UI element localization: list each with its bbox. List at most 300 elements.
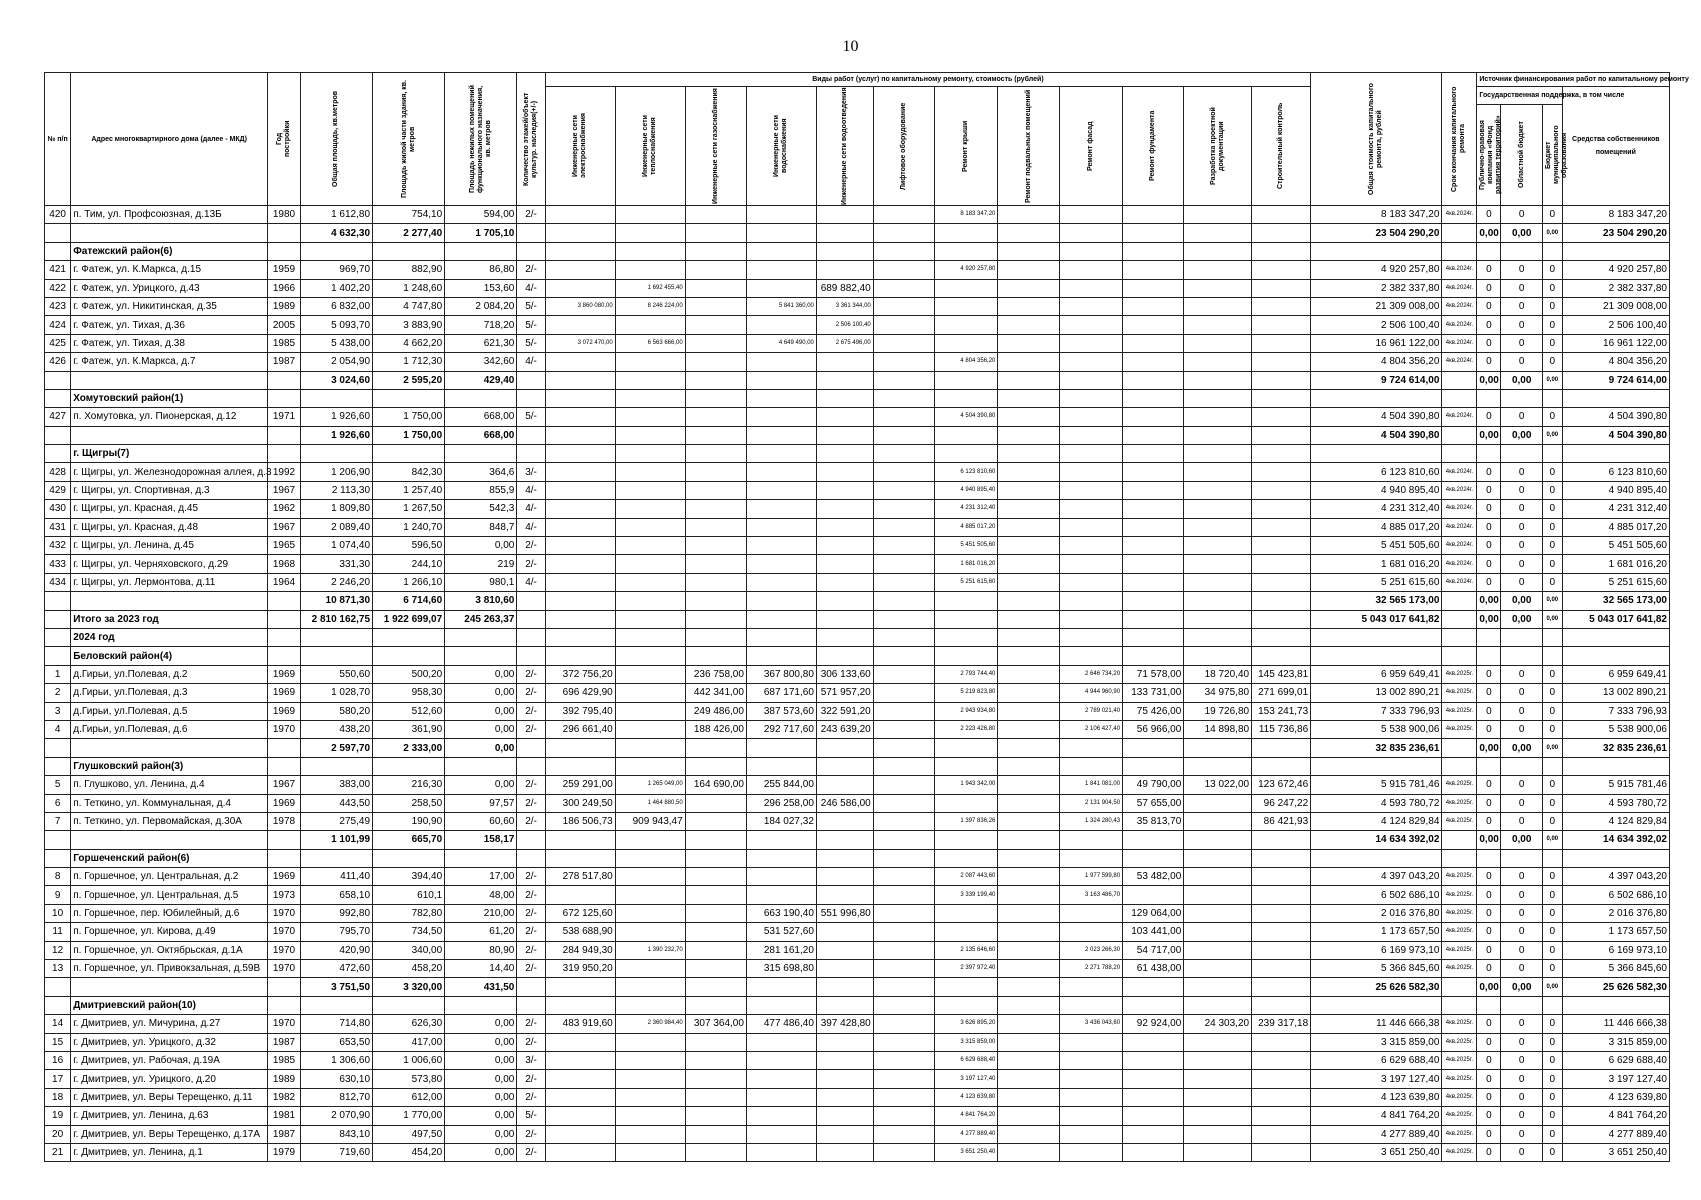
cell-work-10: [1123, 592, 1184, 610]
cell-floors: 2/-: [517, 1088, 545, 1106]
cell-municipal: 0: [1542, 537, 1562, 555]
cell-fund: 0: [1477, 206, 1501, 224]
table-row: [45, 960, 1670, 978]
table-row: [45, 334, 1670, 352]
cell-work-7: 4 841 764,20: [934, 1107, 997, 1125]
cell-work-1: 296 661,40: [545, 720, 615, 738]
cell-work-6: [873, 1125, 934, 1143]
cell-work-3: [685, 739, 746, 757]
cell-fund: 0: [1477, 500, 1501, 518]
cell-work-2: 8 246 224,00: [615, 297, 685, 315]
cell-municipal: 0: [1542, 720, 1562, 738]
cell-year: 1967: [268, 518, 301, 536]
cell-floors: [517, 592, 545, 610]
cell-blank: [1542, 647, 1562, 665]
cell-deadline: 4кв.2024г.: [1442, 279, 1477, 297]
table-row: [45, 555, 1670, 573]
cell-floors: [517, 224, 545, 242]
cell-work-8: [998, 904, 1059, 922]
cell-num: 11: [45, 923, 71, 941]
cell-total-cost: 5 043 017 641,82: [1311, 610, 1442, 628]
cell-work-12: [1252, 426, 1311, 444]
cell-work-10: [1123, 224, 1184, 242]
cell-work-6: [873, 720, 934, 738]
cell-nonliving-area: 97,57: [445, 794, 517, 812]
cell-total-area: 4 632,30: [300, 224, 372, 242]
cell-living-area: 665,70: [373, 831, 445, 849]
cell-total-area: 2 054,90: [300, 353, 372, 371]
cell-work-11: [1184, 1143, 1252, 1161]
cell-work-5: [816, 1088, 873, 1106]
cell-living-area: 734,50: [373, 923, 445, 941]
cell-blank: [445, 647, 517, 665]
cell-work-8: [998, 702, 1059, 720]
cell-living-area: 2 595,20: [373, 371, 445, 389]
cell-work-12: [1252, 1033, 1311, 1051]
cell-work-3: [685, 573, 746, 591]
cell-work-6: [873, 592, 934, 610]
cell-blank: [545, 996, 615, 1014]
cell-work-2: [615, 739, 685, 757]
cell-total-area: 550,60: [300, 665, 372, 683]
cell-work-10: [1123, 279, 1184, 297]
cell-work-5: 243 639,20: [816, 720, 873, 738]
cell-blank: [268, 996, 301, 1014]
cell-living-area: 3 320,00: [373, 978, 445, 996]
cell-total-cost: 32 835 236,61: [1311, 739, 1442, 757]
cell-municipal: 0: [1542, 1051, 1562, 1069]
cell-deadline: [1442, 610, 1477, 628]
cell-fund: 0: [1477, 1125, 1501, 1143]
cell-total-cost: 3 651 250,40: [1311, 1143, 1442, 1161]
cell-work-12: 115 736,86: [1252, 720, 1311, 738]
cell-blank: [1442, 647, 1477, 665]
cell-own-funds: 32 565 173,00: [1562, 592, 1669, 610]
cell-work-6: [873, 353, 934, 371]
cell-total-area: 1 101,99: [300, 831, 372, 849]
cell-deadline: 4кв.2024г.: [1442, 518, 1477, 536]
cell-blank: [1442, 445, 1477, 463]
cell-fund: 0: [1477, 279, 1501, 297]
cell-own-funds: 6 629 688,40: [1562, 1051, 1669, 1069]
cell-blank: [998, 628, 1059, 646]
cell-num: 432: [45, 537, 71, 555]
cell-blank: [934, 757, 997, 775]
cell-blank: [1059, 242, 1122, 260]
cell-own-funds: 16 961 122,00: [1562, 334, 1669, 352]
section-row: [45, 996, 1670, 1014]
cell-work-2: [615, 592, 685, 610]
cell-work-8: [998, 1051, 1059, 1069]
cell-work-8: [998, 279, 1059, 297]
cell-year: 1989: [268, 297, 301, 315]
cell-work-12: [1252, 500, 1311, 518]
cell-blank: [1123, 389, 1184, 407]
cell-nonliving-area: 0,00: [445, 702, 517, 720]
cell-municipal: 0: [1542, 702, 1562, 720]
cell-work-11: [1184, 868, 1252, 886]
cell-work-12: [1252, 1107, 1311, 1125]
cell-fund: 0: [1477, 720, 1501, 738]
cell-num: [45, 831, 71, 849]
cell-blank: [545, 849, 615, 867]
cell-total-area: 2 246,20: [300, 573, 372, 591]
cell-work-6: [873, 1143, 934, 1161]
cell-blank: [873, 647, 934, 665]
cell-work-11: [1184, 610, 1252, 628]
cell-work-5: [816, 592, 873, 610]
cell-year: 1969: [268, 684, 301, 702]
cell-work-10: 71 578,00: [1123, 665, 1184, 683]
cell-year: 1985: [268, 1051, 301, 1069]
cell-work-3: [685, 831, 746, 849]
cell-living-area: 2 277,40: [373, 224, 445, 242]
cell-work-4: [746, 1070, 816, 1088]
cell-work-4: [746, 831, 816, 849]
cell-work-7: [934, 316, 997, 334]
cell-total-cost: 14 634 392,02: [1311, 831, 1442, 849]
cell-deadline: [1442, 371, 1477, 389]
cell-work-6: [873, 518, 934, 536]
cell-municipal: 0: [1542, 463, 1562, 481]
cell-work-6: [873, 1070, 934, 1088]
cell-total-cost: 16 961 122,00: [1311, 334, 1442, 352]
cell-living-area: 958,30: [373, 684, 445, 702]
cell-living-area: 6 714,60: [373, 592, 445, 610]
header-state-support: Государственная поддержка, в том числе: [1477, 87, 1562, 105]
cell-num: 433: [45, 555, 71, 573]
cell-nonliving-area: 0,00: [445, 1125, 517, 1143]
cell-blank: [934, 849, 997, 867]
cell-year: 1970: [268, 941, 301, 959]
cell-work-4: 296 258,00: [746, 794, 816, 812]
cell-total-area: 5 438,00: [300, 334, 372, 352]
cell-work-10: [1123, 371, 1184, 389]
cell-work-10: [1123, 831, 1184, 849]
cell-work-6: [873, 500, 934, 518]
cell-work-4: [746, 610, 816, 628]
cell-floors: 2/-: [517, 1125, 545, 1143]
capital-repair-table-wrapper: [44, 72, 1689, 1162]
cell-work-6: [873, 941, 934, 959]
cell-total-cost: 6 629 688,40: [1311, 1051, 1442, 1069]
cell-work-7: 6 123 810,60: [934, 463, 997, 481]
cell-num: [45, 224, 71, 242]
cell-deadline: 4кв.2024г.: [1442, 297, 1477, 315]
header-own-funds: Средства собственников помещений: [1562, 87, 1669, 206]
table-row: [45, 776, 1670, 794]
cell-work-12: [1252, 592, 1311, 610]
cell-work-4: 687 171,60: [746, 684, 816, 702]
cell-work-9: [1059, 261, 1122, 279]
cell-municipal: 0: [1542, 868, 1562, 886]
cell-work-7: [934, 224, 997, 242]
cell-blank: [517, 647, 545, 665]
cell-work-2: [615, 1051, 685, 1069]
cell-work-5: [816, 555, 873, 573]
cell-deadline: 4кв.2025г.: [1442, 1070, 1477, 1088]
cell-work-11: [1184, 941, 1252, 959]
cell-work-9: [1059, 592, 1122, 610]
section-label: Хомутовский район(1): [71, 389, 268, 407]
cell-living-area: 394,40: [373, 868, 445, 886]
cell-work-8: [998, 261, 1059, 279]
cell-work-1: [545, 1107, 615, 1125]
cell-deadline: 4кв.2025г.: [1442, 776, 1477, 794]
cell-work-3: [685, 463, 746, 481]
cell-address: г. Щигры, ул. Спортивная, д.3: [71, 481, 268, 499]
cell-living-area: 500,20: [373, 665, 445, 683]
cell-municipal: 0: [1542, 1015, 1562, 1033]
cell-work-6: [873, 1051, 934, 1069]
cell-work-6: [873, 1033, 934, 1051]
cell-blank: [615, 647, 685, 665]
cell-work-5: [816, 353, 873, 371]
cell-work-12: [1252, 408, 1311, 426]
cell-deadline: 4кв.2024г.: [1442, 334, 1477, 352]
cell-fund: 0: [1477, 408, 1501, 426]
cell-nonliving-area: 429,40: [445, 371, 517, 389]
cell-total-cost: 5 915 781,46: [1311, 776, 1442, 794]
cell-work-6: [873, 923, 934, 941]
cell-living-area: 1 006,60: [373, 1051, 445, 1069]
cell-year: 1987: [268, 1125, 301, 1143]
cell-blank: [45, 757, 71, 775]
cell-work-12: [1252, 537, 1311, 555]
cell-total-area: 658,10: [300, 886, 372, 904]
cell-work-4: 5 841 360,00: [746, 297, 816, 315]
cell-deadline: 4кв.2024г.: [1442, 408, 1477, 426]
cell-work-3: [685, 316, 746, 334]
cell-total-area: 580,20: [300, 702, 372, 720]
cell-work-2: [615, 923, 685, 941]
cell-total-cost: 4 885 017,20: [1311, 518, 1442, 536]
cell-address: Итого за 2023 год: [71, 610, 268, 628]
cell-blank: [816, 757, 873, 775]
cell-blank: [517, 445, 545, 463]
cell-blank: [685, 647, 746, 665]
cell-blank: [1542, 389, 1562, 407]
cell-fund: 0: [1477, 665, 1501, 683]
cell-living-area: 1 257,40: [373, 481, 445, 499]
cell-floors: 2/-: [517, 794, 545, 812]
cell-work-9: 1 841 081,00: [1059, 776, 1122, 794]
cell-work-7: [934, 279, 997, 297]
cell-work-8: [998, 481, 1059, 499]
cell-address: г. Дмитриев, ул. Урицкого, д.20: [71, 1070, 268, 1088]
cell-work-12: [1252, 923, 1311, 941]
cell-total-area: 992,80: [300, 904, 372, 922]
cell-blank: [1252, 996, 1311, 1014]
cell-blank: [746, 849, 816, 867]
cell-deadline: 4кв.2025г.: [1442, 684, 1477, 702]
cell-blank: [1123, 628, 1184, 646]
cell-address: г. Фатеж, ул. К.Маркса, д.7: [71, 353, 268, 371]
cell-blank: [1442, 996, 1477, 1014]
cell-deadline: 4кв.2025г.: [1442, 1143, 1477, 1161]
cell-year: 1970: [268, 904, 301, 922]
cell-municipal: 0: [1542, 941, 1562, 959]
cell-blank: [445, 389, 517, 407]
cell-work-1: 278 517,80: [545, 868, 615, 886]
cell-blank: [685, 849, 746, 867]
section-row: [45, 647, 1670, 665]
cell-fund: 0: [1477, 537, 1501, 555]
cell-work-1: 483 919,60: [545, 1015, 615, 1033]
cell-work-11: 18 720,40: [1184, 665, 1252, 683]
cell-work-8: [998, 794, 1059, 812]
table-row: [45, 1107, 1670, 1125]
cell-nonliving-area: 3 810,60: [445, 592, 517, 610]
cell-work-10: 75 426,00: [1123, 702, 1184, 720]
cell-regional: 0: [1501, 573, 1543, 591]
cell-work-7: 4 920 257,80: [934, 261, 997, 279]
cell-blank: [1562, 389, 1669, 407]
cell-blank: [373, 849, 445, 867]
cell-deadline: [1442, 739, 1477, 757]
cell-work-5: [816, 1107, 873, 1125]
cell-deadline: 4кв.2025г.: [1442, 720, 1477, 738]
cell-work-4: [746, 1143, 816, 1161]
cell-deadline: [1442, 831, 1477, 849]
cell-work-1: 672 125,60: [545, 904, 615, 922]
cell-total-area: 1 926,60: [300, 408, 372, 426]
cell-work-7: [934, 610, 997, 628]
cell-work-11: 34 975,80: [1184, 684, 1252, 702]
cell-regional: 0: [1501, 1070, 1543, 1088]
cell-work-2: [615, 573, 685, 591]
cell-fund: 0: [1477, 1051, 1501, 1069]
cell-work-3: [685, 279, 746, 297]
cell-blank: [816, 628, 873, 646]
cell-blank: [1311, 647, 1442, 665]
cell-fund: 0: [1477, 1088, 1501, 1106]
cell-blank: [746, 242, 816, 260]
cell-work-1: [545, 518, 615, 536]
cell-floors: 2/-: [517, 904, 545, 922]
cell-num: 14: [45, 1015, 71, 1033]
table-row: [45, 684, 1670, 702]
cell-municipal: 0: [1542, 684, 1562, 702]
cell-total-area: 653,50: [300, 1033, 372, 1051]
cell-blank: [934, 647, 997, 665]
cell-blank: [685, 242, 746, 260]
cell-regional: 0,00: [1501, 739, 1543, 757]
cell-blank: [934, 996, 997, 1014]
cell-blank: [685, 445, 746, 463]
cell-floors: 4/-: [517, 279, 545, 297]
table-row: [45, 812, 1670, 830]
cell-work-5: [816, 776, 873, 794]
cell-work-5: [816, 886, 873, 904]
cell-work-11: [1184, 978, 1252, 996]
section-row: [45, 757, 1670, 775]
cell-work-9: [1059, 1033, 1122, 1051]
cell-address: [71, 831, 268, 849]
cell-floors: 2/-: [517, 868, 545, 886]
cell-blank: [1059, 849, 1122, 867]
cell-total-cost: 5 366 845,60: [1311, 960, 1442, 978]
cell-work-2: 6 563 666,00: [615, 334, 685, 352]
cell-work-8: [998, 408, 1059, 426]
cell-work-12: [1252, 518, 1311, 536]
cell-blank: [746, 757, 816, 775]
cell-work-3: [685, 261, 746, 279]
cell-work-1: [545, 1088, 615, 1106]
cell-blank: [1311, 757, 1442, 775]
cell-work-3: [685, 1051, 746, 1069]
cell-work-10: [1123, 518, 1184, 536]
cell-living-area: 1 922 699,07: [373, 610, 445, 628]
table-row: [45, 408, 1670, 426]
cell-blank: [746, 996, 816, 1014]
cell-work-3: 442 341,00: [685, 684, 746, 702]
cell-address: г. Дмитриев, ул. Веры Терещенко, д.11: [71, 1088, 268, 1106]
cell-blank: [873, 757, 934, 775]
cell-blank: [1562, 242, 1669, 260]
cell-own-funds: 1 681 016,20: [1562, 555, 1669, 573]
cell-work-1: [545, 739, 615, 757]
cell-year: 1987: [268, 353, 301, 371]
cell-work-4: [746, 463, 816, 481]
cell-work-5: [816, 831, 873, 849]
cell-work-11: [1184, 408, 1252, 426]
cell-num: 8: [45, 868, 71, 886]
cell-total-area: 812,70: [300, 1088, 372, 1106]
cell-work-7: 8 183 347,20: [934, 206, 997, 224]
cell-work-4: 4 649 490,00: [746, 334, 816, 352]
cell-work-9: [1059, 316, 1122, 334]
cell-own-funds: 4 277 889,40: [1562, 1125, 1669, 1143]
cell-regional: 0: [1501, 1143, 1543, 1161]
cell-work-8: [998, 739, 1059, 757]
cell-blank: [615, 389, 685, 407]
cell-blank: [816, 389, 873, 407]
cell-work-7: 3 197 127,40: [934, 1070, 997, 1088]
cell-regional: 0: [1501, 316, 1543, 334]
cell-blank: [998, 996, 1059, 1014]
cell-total-cost: 5 251 615,60: [1311, 573, 1442, 591]
cell-work-11: [1184, 1051, 1252, 1069]
cell-deadline: 4кв.2025г.: [1442, 1033, 1477, 1051]
cell-blank: [615, 628, 685, 646]
cell-work-6: [873, 297, 934, 315]
cell-work-1: 300 249,50: [545, 794, 615, 812]
header-work-4: Инженерные сети водоснабжения: [773, 115, 789, 177]
cell-work-1: [545, 978, 615, 996]
cell-municipal: 0: [1542, 500, 1562, 518]
cell-work-12: [1252, 831, 1311, 849]
cell-nonliving-area: 431,50: [445, 978, 517, 996]
cell-work-2: [615, 500, 685, 518]
page-number: 10: [842, 38, 859, 55]
cell-blank: [45, 849, 71, 867]
cell-work-6: [873, 555, 934, 573]
cell-deadline: 4кв.2024г.: [1442, 573, 1477, 591]
cell-deadline: 4кв.2024г.: [1442, 463, 1477, 481]
cell-work-11: 24 303,20: [1184, 1015, 1252, 1033]
cell-year: 1969: [268, 702, 301, 720]
cell-regional: 0,00: [1501, 978, 1543, 996]
cell-floors: 5/-: [517, 297, 545, 315]
cell-work-8: [998, 1088, 1059, 1106]
cell-work-1: [545, 279, 615, 297]
cell-work-3: [685, 408, 746, 426]
cell-own-funds: 5 043 017 641,82: [1562, 610, 1669, 628]
cell-work-12: [1252, 279, 1311, 297]
cell-work-8: [998, 371, 1059, 389]
cell-total-cost: 4 804 356,20: [1311, 353, 1442, 371]
